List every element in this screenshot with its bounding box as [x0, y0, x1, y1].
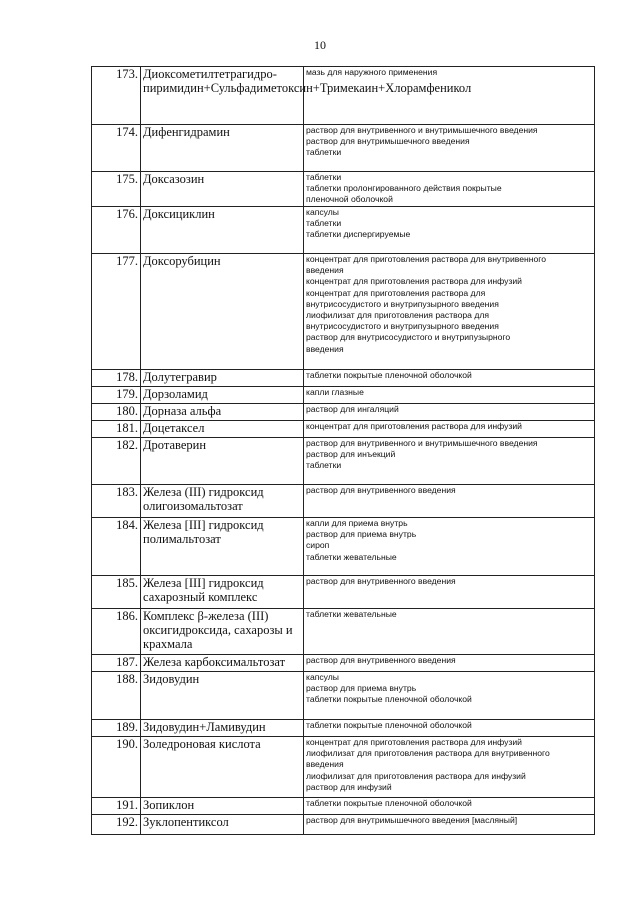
dosage-form-line: капсулы — [306, 672, 339, 682]
dosage-form-line: капли глазные — [306, 387, 364, 397]
dosage-form-line: таблетки — [306, 147, 342, 158]
drug-name: Комплекс β-железа (III) оксигидроксида, сахарозы и крахмала — [141, 609, 304, 655]
dosage-form-line: раствор для внутривенного введения — [306, 485, 456, 495]
dosage-form-line: таблетки — [306, 172, 342, 182]
dosage-form-line: введения — [306, 759, 344, 770]
drug-name: Золедроновая кислота — [141, 737, 304, 798]
dosage-form-line: раствор для внутрисосудистого и внутрипузырного — [306, 332, 511, 343]
dosage-form-line: таблетки покрытые пленочной оболочкой — [306, 798, 472, 808]
dosage-forms — [304, 576, 595, 609]
dosage-forms — [304, 609, 595, 655]
table-row — [92, 720, 595, 737]
dosage-form-line: таблетки покрытые пленочной оболочкой — [306, 720, 472, 730]
dosage-forms — [304, 125, 595, 172]
drug-name: Зидовудин+Ламивудин — [141, 720, 304, 737]
table-row — [92, 125, 595, 172]
dosage-form-line: концентрат для приготовления раствора для — [306, 287, 486, 298]
row-number: 177. — [92, 254, 141, 370]
row-number: 188. — [92, 672, 141, 720]
dosage-form-line: сироп — [306, 540, 330, 551]
table-row — [92, 438, 595, 485]
drug-name: Зидовудин — [141, 672, 304, 720]
drug-name: Дорзоламид — [141, 387, 304, 404]
drug-name: Дротаверин — [141, 438, 304, 485]
dosage-form-line: раствор для внутримышечного введения [масляный] — [306, 815, 518, 825]
drug-name: Долутегравир — [141, 370, 304, 387]
dosage-forms — [304, 815, 595, 835]
row-number: 192. — [92, 815, 141, 835]
table-row — [92, 655, 595, 672]
dosage-form-line: таблетки жевательные — [306, 551, 397, 562]
dosage-forms — [304, 207, 595, 254]
drug-name: Зопиклон — [141, 798, 304, 815]
dosage-forms — [304, 387, 595, 404]
table-row — [92, 207, 595, 254]
row-number: 179. — [92, 387, 141, 404]
dosage-form-line: капли для приема внутрь — [306, 518, 408, 528]
table-row — [92, 254, 595, 370]
dosage-form-line: таблетки — [306, 460, 342, 471]
dosage-forms — [304, 485, 595, 518]
dosage-form-line: концентрат для приготовления раствора для инфузий — [306, 737, 522, 747]
drug-name: Доксициклин — [141, 207, 304, 254]
dosage-form-line: таблетки покрытые пленочной оболочкой — [306, 370, 472, 380]
dosage-form-line: концентрат для приготовления раствора для инфузий — [306, 421, 522, 431]
dosage-form-line: таблетки диспергируемые — [306, 229, 411, 240]
table-row — [92, 576, 595, 609]
row-number: 175. — [92, 172, 141, 207]
dosage-form-line: раствор для приема внутрь — [306, 683, 417, 694]
dosage-forms — [304, 404, 595, 421]
drug-name: Железа [III] гидроксид полимальтозат — [141, 518, 304, 576]
row-number: 190. — [92, 737, 141, 798]
row-number: 184. — [92, 518, 141, 576]
dosage-forms — [304, 370, 595, 387]
dosage-form-line: лиофилизат для приготовления раствора для — [306, 310, 490, 321]
dosage-form-line: мазь для наружного применения — [306, 67, 438, 77]
dosage-form-line: капсулы — [306, 207, 339, 217]
table-row — [92, 421, 595, 438]
dosage-forms — [304, 254, 595, 370]
table-row — [92, 518, 595, 576]
drug-name: Доксорубицин — [141, 254, 304, 370]
row-number: 178. — [92, 370, 141, 387]
table-row — [92, 67, 595, 125]
row-number: 191. — [92, 798, 141, 815]
dosage-form-line: лиофилизат для приготовления раствора для внутривенного — [306, 748, 550, 759]
row-number: 173. — [92, 67, 141, 125]
row-number: 176. — [92, 207, 141, 254]
dosage-form-line: внутрисосудистого и внутрипузырного введения — [306, 298, 499, 309]
dosage-forms — [304, 438, 595, 485]
dosage-forms — [304, 655, 595, 672]
table-row — [92, 387, 595, 404]
row-number: 182. — [92, 438, 141, 485]
row-number: 174. — [92, 125, 141, 172]
row-number: 183. — [92, 485, 141, 518]
drug-name: Железа (III) гидроксид олигоизомальтозат — [141, 485, 304, 518]
drug-name: Железа карбоксимальтозат — [141, 655, 304, 672]
dosage-form-line: лиофилизат для приготовления раствора для инфузий — [306, 770, 526, 781]
drug-name: Зуклопентиксол — [141, 815, 304, 835]
dosage-form-line: раствор для внутривенного введения — [306, 655, 456, 665]
drug-name: Железа [III] гидроксид сахарозный комплекс — [141, 576, 304, 609]
dosage-form-line: раствор для внутривенного и внутримышечного введения — [306, 438, 538, 448]
dosage-form-line: раствор для внутримышечного введения — [306, 136, 470, 147]
dosage-form-line: раствор для ингаляций — [306, 404, 399, 414]
drug-name: Дорназа альфа — [141, 404, 304, 421]
row-number: 185. — [92, 576, 141, 609]
dosage-form-line: раствор для инъекций — [306, 449, 396, 460]
dosage-form-line: введения — [306, 343, 344, 354]
table-row — [92, 404, 595, 421]
dosage-forms — [304, 67, 595, 125]
dosage-form-line: таблетки пролонгированного действия покрытые — [306, 183, 502, 194]
row-number: 180. — [92, 404, 141, 421]
table-row — [92, 485, 595, 518]
table-row — [92, 815, 595, 835]
dosage-form-line: раствор для приема внутрь — [306, 529, 417, 540]
dosage-forms — [304, 672, 595, 720]
row-number: 181. — [92, 421, 141, 438]
dosage-form-line: концентрат для приготовления раствора для инфузий — [306, 276, 522, 287]
drug-list-body — [92, 67, 595, 835]
dosage-form-line: введения — [306, 265, 344, 276]
dosage-form-line: раствор для инфузий — [306, 781, 392, 792]
drug-list-table — [91, 66, 595, 835]
dosage-form-line: таблетки — [306, 218, 342, 229]
table-row — [92, 609, 595, 655]
row-number: 187. — [92, 655, 141, 672]
dosage-form-line: раствор для внутривенного и внутримышечного введения — [306, 125, 538, 135]
page-number: 10 — [314, 38, 326, 52]
dosage-forms — [304, 798, 595, 815]
drug-name: Дифенгидрамин — [141, 125, 304, 172]
dosage-form-line: таблетки покрытые пленочной оболочкой — [306, 694, 472, 705]
drug-name: Доксазозин — [141, 172, 304, 207]
table-row — [92, 737, 595, 798]
dosage-forms — [304, 421, 595, 438]
drug-name: Доцетаксел — [141, 421, 304, 438]
row-number: 186. — [92, 609, 141, 655]
dosage-forms — [304, 518, 595, 576]
dosage-form-line: внутрисосудистого и внутрипузырного введения — [306, 321, 499, 332]
row-number: 189. — [92, 720, 141, 737]
dosage-form-line: пленочной оболочкой — [306, 194, 393, 205]
dosage-forms — [304, 720, 595, 737]
dosage-forms — [304, 737, 595, 798]
dosage-form-line: раствор для внутривенного введения — [306, 576, 456, 586]
table-row — [92, 172, 595, 207]
dosage-forms — [304, 172, 595, 207]
drug-name: Диоксометилтетрагидро-пиримидин+Сульфадиметоксин+Тримекаин+Хлорамфеникол — [141, 67, 304, 125]
table-row — [92, 798, 595, 815]
dosage-form-line: концентрат для приготовления раствора для внутривенного — [306, 254, 546, 264]
table-row — [92, 672, 595, 720]
table-row — [92, 370, 595, 387]
dosage-form-line: таблетки жевательные — [306, 609, 397, 619]
